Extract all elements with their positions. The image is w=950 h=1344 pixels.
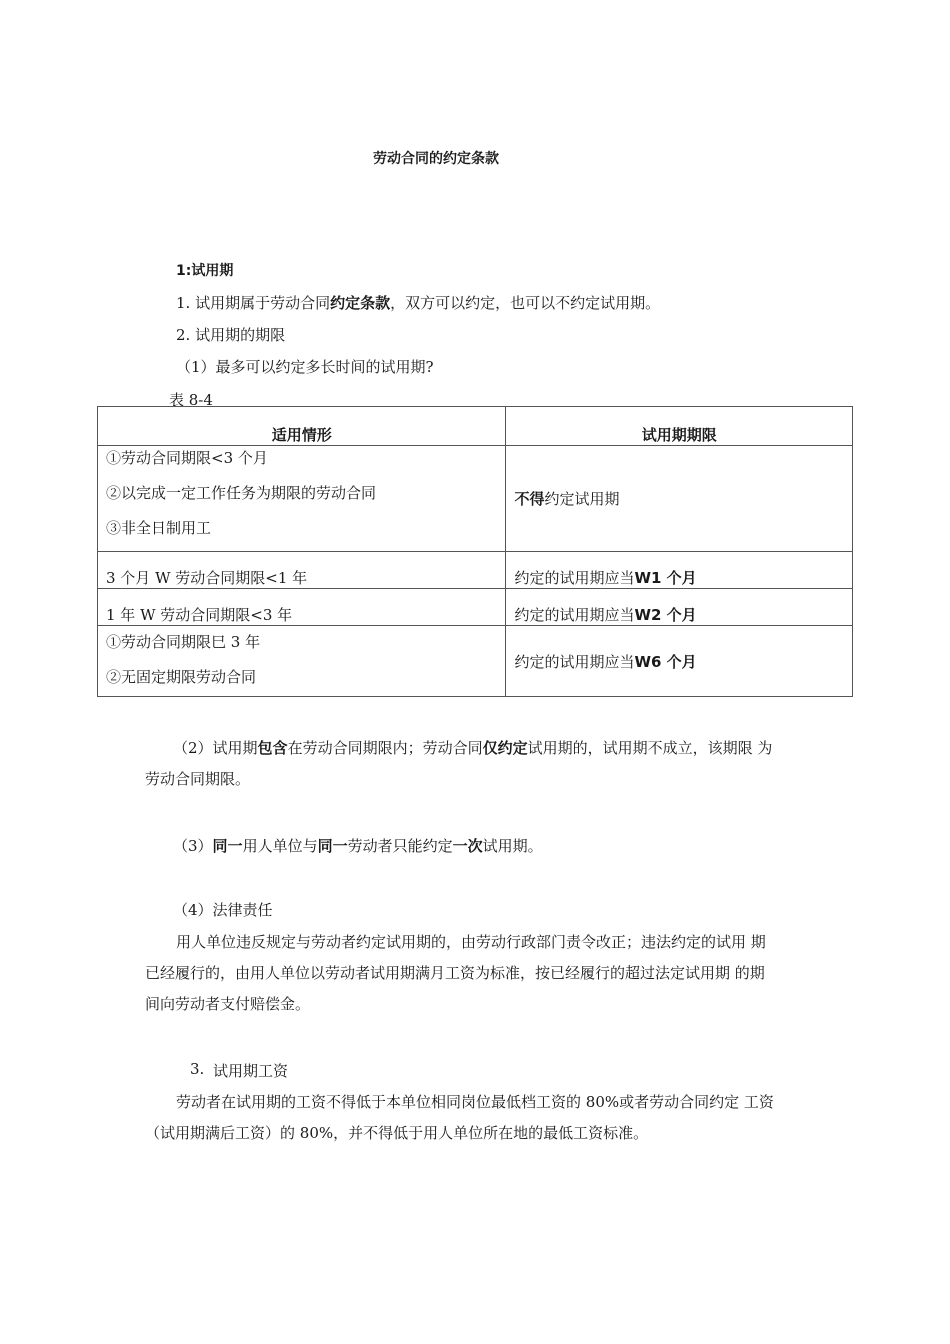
column-header: 试用期期限: [506, 407, 853, 446]
table-cell: [506, 552, 853, 589]
table-cell: [98, 626, 506, 697]
page-title: 劳动合同的约定条款: [373, 151, 499, 167]
text: 试用期。: [482, 837, 543, 855]
bold-text: W6 个月: [634, 652, 697, 671]
trial-period-table: [97, 406, 853, 697]
paragraph-2: 2. 试用期的期限: [176, 326, 286, 344]
table-cell: [506, 446, 853, 552]
text-line: 劳动合同期限。: [145, 770, 251, 788]
table-caption: 表 8-4: [169, 391, 213, 409]
bold-text: 仅约定: [482, 739, 528, 757]
text: （3）: [173, 837, 213, 855]
bold-text: W1 个月: [634, 569, 697, 587]
section-number: 3.: [190, 1060, 205, 1078]
table-row: [98, 589, 853, 626]
bold-text: 同一: [317, 837, 348, 855]
table-cell: [98, 589, 506, 626]
cell-text: 约定的试用期应当: [514, 569, 635, 587]
wage-paragraph: [145, 1087, 855, 1149]
bold-text: 同一: [212, 837, 243, 855]
question-2: [145, 733, 855, 795]
text: 用人单位与: [242, 837, 318, 855]
cell-text: ②以完成一定工作任务为期限的劳动合同: [106, 484, 377, 502]
table-cell: [98, 446, 506, 552]
cell-text: 约定的试用期应当: [514, 652, 635, 671]
bold-text: 一次: [452, 837, 483, 855]
question-4-heading: （4）法律责任: [173, 901, 273, 919]
bold-text: W2 个月: [634, 606, 697, 624]
text-line: （试用期满后工资）的 80%，并不得低于用人单位所在地的最低工资标准。: [145, 1124, 649, 1142]
table-row: [98, 446, 853, 552]
text: 试用期的，试用期不成立，该期限 为: [527, 739, 773, 757]
bold-text: 包含: [257, 739, 288, 757]
table-cell: [506, 626, 853, 697]
table-cell: [506, 589, 853, 626]
column-header: 适用情形: [98, 407, 506, 446]
table-cell: [98, 552, 506, 589]
table-row: [98, 552, 853, 589]
bold-text: 不得: [514, 490, 545, 508]
cell-text: ①劳动合同期限<3 个月: [106, 449, 268, 467]
paragraph-1: [176, 292, 660, 313]
text-line: 劳动者在试用期的工资不得低于本单位相同岗位最低档工资的 80%或者劳动合同约定 工资: [176, 1093, 774, 1111]
text: 1. 试用期属于劳动合同: [176, 294, 331, 312]
legal-liability-paragraph: [145, 927, 855, 1020]
cell-text: ①劳动合同期限巳 3 年: [106, 633, 261, 651]
question-1: （1）最多可以约定多长时间的试用期?: [176, 358, 434, 376]
section-heading: 试用期工资: [213, 1062, 289, 1080]
text: 劳动者只能约定: [347, 837, 453, 855]
cell-text: 约定的试用期应当: [514, 606, 635, 624]
cell-text: 约定试用期: [544, 490, 620, 508]
cell-text: ③非全日制用工: [106, 519, 212, 537]
section-heading: 1:试用期: [176, 263, 234, 279]
cell-text: ②无固定期限劳动合同: [106, 668, 257, 686]
text: （2）试用期: [173, 739, 258, 757]
question-3: [173, 835, 543, 856]
text: 在劳动合同期限内；劳动合同: [287, 739, 483, 757]
text-line: 用人单位违反规定与劳动者约定试用期的，由劳动行政部门责令改正；违法约定的试用 期: [176, 933, 766, 951]
cell-text: 1 年 W 劳动合同期限<3 年: [106, 606, 293, 624]
cell-text: 3 个月 W 劳动合同期限<1 年: [106, 569, 308, 587]
table-header-row: [98, 407, 853, 446]
table-row: [98, 626, 853, 697]
text-line: 间向劳动者支付赔偿金。: [145, 995, 311, 1013]
text: ，双方可以约定，也可以不约定试用期。: [390, 294, 661, 312]
bold-text: 约定条款: [330, 294, 391, 312]
text-line: 已经履行的，由用人单位以劳动者试用期满月工资为标准，按已经履行的超过法定试用期 的期: [145, 964, 765, 982]
